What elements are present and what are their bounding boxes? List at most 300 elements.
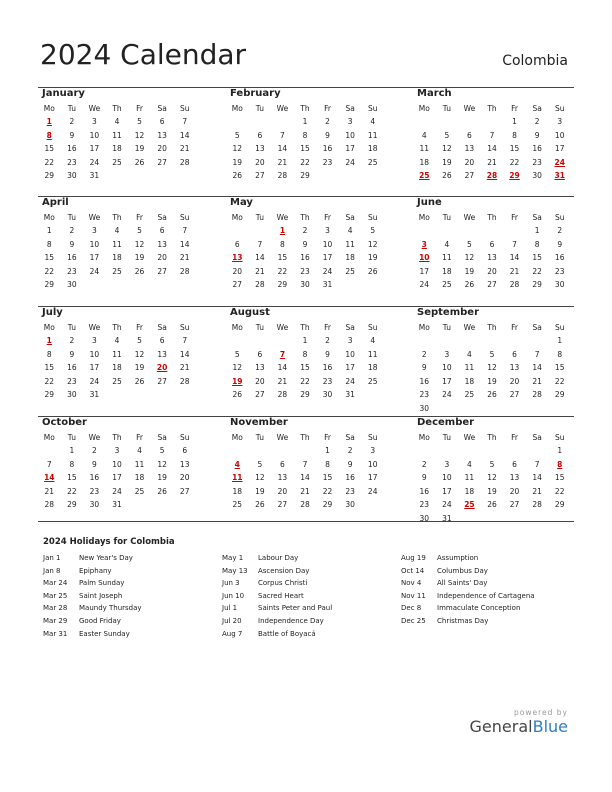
month-august <box>226 307 384 402</box>
day: 8 <box>46 239 52 249</box>
day: 22 <box>554 486 565 496</box>
month-name: May <box>230 197 253 208</box>
day: 10 <box>89 239 100 249</box>
day: 7 <box>182 336 188 345</box>
day: 20 <box>509 376 520 386</box>
day: 26 <box>487 390 497 399</box>
day: 8 <box>325 459 330 469</box>
holiday-date: May 1 <box>222 554 244 562</box>
weekday-header: Th <box>300 433 310 442</box>
weekday-header: Fr <box>136 323 143 332</box>
day: 15 <box>322 473 333 482</box>
day: 14 <box>255 253 265 262</box>
weekday-header: We <box>276 433 289 442</box>
weekday-header: We <box>463 433 476 442</box>
day: 4 <box>467 349 472 359</box>
day: 13 <box>255 363 265 372</box>
day: 15 <box>554 363 565 372</box>
day: 2 <box>325 336 330 345</box>
empty-day <box>271 115 294 129</box>
day: 8 <box>302 130 308 140</box>
day: 7 <box>512 239 517 249</box>
day: 27 <box>157 266 167 276</box>
day: 30 <box>89 500 100 509</box>
day: 29 <box>532 280 542 289</box>
weekday-header: Sa <box>532 433 542 442</box>
day: 13 <box>157 130 167 140</box>
holiday-day: 7 <box>279 349 286 359</box>
holiday-date: Jul 1 <box>222 604 238 613</box>
day: 1 <box>557 446 563 455</box>
day: 24 <box>419 280 430 289</box>
day: 24 <box>345 157 355 167</box>
holiday-date: Mar 24 <box>43 579 68 588</box>
day: 27 <box>179 486 190 496</box>
day: 9 <box>325 349 330 359</box>
day: 23 <box>322 157 333 167</box>
empty-day <box>413 224 436 238</box>
day: 31 <box>89 171 100 180</box>
day: 27 <box>157 376 167 386</box>
empty-day <box>413 115 436 129</box>
day: 3 <box>92 117 97 126</box>
month-days-grid <box>38 103 196 183</box>
day: 18 <box>367 363 378 372</box>
day: 29 <box>300 171 310 180</box>
day: 23 <box>419 500 430 509</box>
holiday-name: Independence Day <box>258 616 324 625</box>
day: 4 <box>370 336 376 345</box>
day: 16 <box>300 253 310 262</box>
month-days-grid <box>38 212 196 292</box>
day: 4 <box>444 239 450 249</box>
day: 7 <box>302 459 308 469</box>
day: 11 <box>367 349 378 359</box>
day: 13 <box>157 239 167 249</box>
day: 29 <box>44 390 55 399</box>
day: 17 <box>89 144 100 153</box>
day: 4 <box>370 117 376 126</box>
day: 7 <box>534 349 540 359</box>
day: 8 <box>534 239 540 249</box>
weekday-header: Mo <box>231 323 243 332</box>
day: 17 <box>112 473 122 482</box>
weekday-header: We <box>88 433 101 442</box>
empty-day <box>413 334 436 348</box>
holiday-item <box>43 565 142 578</box>
day: 7 <box>182 226 188 235</box>
empty-day <box>481 115 504 129</box>
weekday-header: Mo <box>418 104 430 113</box>
day: 13 <box>277 473 288 482</box>
day: 27 <box>232 280 243 289</box>
day: 26 <box>134 376 145 386</box>
holiday-item <box>222 577 332 590</box>
day: 25 <box>345 266 355 276</box>
weekday-header: Su <box>179 433 190 442</box>
weekday-header: We <box>276 104 289 113</box>
weekday-header: We <box>276 213 289 222</box>
day: 11 <box>464 473 475 482</box>
day: 29 <box>67 500 77 509</box>
day: 25 <box>134 486 145 496</box>
day: 7 <box>534 459 540 469</box>
day: 17 <box>89 363 100 372</box>
empty-day <box>526 334 549 348</box>
day: 28 <box>532 390 542 399</box>
day: 22 <box>554 376 565 386</box>
weekday-header: Mo <box>418 433 430 442</box>
day: 8 <box>46 349 52 359</box>
day: 21 <box>532 486 542 496</box>
day: 1 <box>302 117 308 126</box>
month-days-grid <box>413 322 571 415</box>
day: 31 <box>345 390 355 399</box>
day: 14 <box>277 363 288 372</box>
weekday-header: Mo <box>231 433 243 442</box>
weekday-header: Su <box>554 433 565 442</box>
month-name: June <box>417 197 442 208</box>
holiday-item <box>401 590 535 603</box>
month-may <box>226 197 384 292</box>
day: 28 <box>277 390 288 399</box>
day: 27 <box>255 390 265 399</box>
holiday-date: Mar 29 <box>43 616 68 625</box>
day: 17 <box>345 144 355 153</box>
month-name: October <box>42 417 87 428</box>
day: 31 <box>89 390 100 399</box>
holiday-date: Aug 19 <box>401 554 426 562</box>
day: 14 <box>487 144 497 153</box>
holiday-item <box>401 565 535 578</box>
day: 23 <box>532 157 542 167</box>
day: 5 <box>370 226 376 235</box>
day: 12 <box>464 253 475 262</box>
day: 3 <box>444 459 450 469</box>
day: 30 <box>300 280 310 289</box>
day: 5 <box>444 130 450 140</box>
weekday-header: Fr <box>511 323 518 332</box>
day: 13 <box>487 253 497 262</box>
day: 13 <box>255 144 265 153</box>
weekday-header: Tu <box>255 213 264 222</box>
day: 20 <box>157 253 167 262</box>
day: 31 <box>112 500 122 509</box>
weekday-header: Sa <box>532 213 542 222</box>
day: 7 <box>257 239 263 249</box>
holiday-item <box>43 552 142 565</box>
day: 5 <box>489 349 495 359</box>
day: 9 <box>69 239 75 249</box>
weekday-header: Tu <box>67 323 76 332</box>
holiday-item <box>43 577 142 590</box>
month-days-grid <box>38 322 196 402</box>
weekday-header: Th <box>300 213 310 222</box>
day: 12 <box>367 239 378 249</box>
day: 6 <box>257 349 263 359</box>
empty-day <box>503 334 526 348</box>
day: 19 <box>134 253 145 262</box>
holiday-name: Palm Sunday <box>79 579 125 588</box>
day: 6 <box>159 117 165 126</box>
weekday-header: Sa <box>345 213 355 222</box>
day: 10 <box>89 349 100 359</box>
holiday-name: Christmas Day <box>437 616 489 625</box>
day: 11 <box>112 349 122 359</box>
day: 12 <box>487 473 497 482</box>
day: 11 <box>442 253 452 262</box>
weekday-header: Fr <box>324 104 331 113</box>
day: 24 <box>322 266 333 276</box>
day: 18 <box>442 266 452 276</box>
month-november <box>226 417 384 512</box>
weekday-header: Su <box>367 104 378 113</box>
weekday-header: Fr <box>324 323 331 332</box>
holiday-name: Corpus Christi <box>258 579 308 588</box>
holiday-item <box>222 590 332 603</box>
day: 6 <box>257 130 263 140</box>
holiday-name: Labour Day <box>258 554 299 562</box>
day: 8 <box>302 349 308 359</box>
weekday-header: Mo <box>231 213 243 222</box>
day: 1 <box>302 336 308 345</box>
day: 25 <box>367 376 378 386</box>
day: 27 <box>255 171 265 180</box>
holiday-day: 11 <box>232 473 243 482</box>
day: 12 <box>134 239 145 249</box>
day: 15 <box>300 363 310 372</box>
day: 4 <box>467 459 472 469</box>
holiday-day: 1 <box>46 336 52 345</box>
holiday-day: 4 <box>234 459 240 469</box>
month-name: September <box>417 307 479 318</box>
month-name: August <box>230 307 270 318</box>
day: 6 <box>159 226 165 235</box>
holiday-date: Jul 20 <box>222 616 242 625</box>
month-days-grid <box>226 322 384 402</box>
day: 18 <box>345 253 355 262</box>
month-name: February <box>230 88 281 99</box>
day: 19 <box>232 157 243 167</box>
month-days-grid <box>226 103 384 183</box>
day: 17 <box>442 486 452 496</box>
day: 6 <box>234 239 240 249</box>
day: 14 <box>179 239 190 249</box>
weekday-header: Su <box>554 104 565 113</box>
month-name: January <box>42 88 85 99</box>
weekday-header: Fr <box>136 433 143 442</box>
empty-day <box>481 444 504 458</box>
day: 9 <box>302 239 308 249</box>
day: 26 <box>157 486 167 496</box>
holiday-name: Maundy Thursday <box>79 604 142 613</box>
day: 12 <box>134 130 145 140</box>
day: 15 <box>44 363 55 372</box>
holiday-day: 25 <box>419 171 430 180</box>
powered-by-text: powered by <box>514 708 568 717</box>
weekday-header: Fr <box>511 213 518 222</box>
day: 26 <box>367 266 378 276</box>
day: 9 <box>92 459 97 469</box>
day: 13 <box>509 473 520 482</box>
day: 26 <box>134 266 145 276</box>
day: 29 <box>44 171 55 180</box>
holiday-date: Dec 8 <box>401 604 422 613</box>
month-days-grid <box>38 432 196 512</box>
weekday-header: Su <box>179 323 190 332</box>
day: 27 <box>157 157 167 167</box>
month-march <box>413 88 571 183</box>
day: 15 <box>277 253 288 262</box>
holiday-day: 20 <box>156 363 168 372</box>
day: 21 <box>487 157 497 167</box>
empty-day <box>294 444 317 458</box>
weekday-header: Th <box>300 323 310 332</box>
holiday-name: Epiphany <box>79 566 112 575</box>
day: 11 <box>345 239 355 249</box>
day: 29 <box>277 280 288 289</box>
empty-day <box>38 444 61 458</box>
day: 15 <box>44 144 55 153</box>
day: 6 <box>512 459 517 469</box>
month-days-grid <box>413 212 571 292</box>
day: 2 <box>302 226 308 235</box>
day: 23 <box>89 486 100 496</box>
day: 3 <box>92 226 97 235</box>
weekday-header: Mo <box>43 433 55 442</box>
day: 31 <box>442 513 452 523</box>
day: 14 <box>300 473 310 482</box>
day: 22 <box>322 486 333 496</box>
holidays-heading: 2024 Holidays for Colombia <box>43 537 175 547</box>
day: 16 <box>419 376 430 386</box>
holiday-item <box>401 577 535 590</box>
empty-day <box>271 444 294 458</box>
weekday-header: We <box>88 104 101 113</box>
holiday-item <box>222 615 332 628</box>
holiday-name: Sacred Heart <box>258 591 304 600</box>
holiday-date: Mar 28 <box>43 604 68 613</box>
day: 3 <box>444 349 450 359</box>
weekday-header: Tu <box>442 323 451 332</box>
day: 18 <box>464 376 475 386</box>
day: 20 <box>232 266 243 276</box>
holiday-item <box>222 565 332 578</box>
weekday-header: Fr <box>511 433 518 442</box>
day: 15 <box>532 253 542 262</box>
holiday-item <box>43 615 142 628</box>
weekday-header: Th <box>487 433 497 442</box>
weekday-header: We <box>463 104 476 113</box>
day: 1 <box>325 446 330 455</box>
day: 21 <box>179 144 190 153</box>
day: 28 <box>532 500 542 509</box>
day: 12 <box>232 144 243 153</box>
day: 19 <box>255 486 265 496</box>
day: 3 <box>347 336 353 345</box>
day: 9 <box>421 363 427 372</box>
day: 6 <box>489 239 495 249</box>
day: 20 <box>255 376 265 386</box>
day: 31 <box>322 280 333 289</box>
weekday-header: Tu <box>255 433 264 442</box>
day: 2 <box>92 446 97 455</box>
weekday-header: Mo <box>43 213 55 222</box>
day: 13 <box>509 363 520 372</box>
holiday-item <box>43 628 142 641</box>
weekday-header: We <box>463 323 476 332</box>
day: 10 <box>345 130 355 140</box>
weekday-header: Sa <box>157 213 167 222</box>
holiday-name: Columbus Day <box>437 566 488 575</box>
day: 12 <box>255 473 265 482</box>
holiday-name: All Saints' Day <box>437 579 488 588</box>
month-name: July <box>42 307 63 318</box>
day: 16 <box>67 253 77 262</box>
holiday-date: May 13 <box>222 566 248 575</box>
empty-day <box>458 115 481 129</box>
weekday-header: Th <box>487 323 497 332</box>
day: 19 <box>134 363 145 372</box>
weekday-header: Sa <box>345 323 355 332</box>
holiday-column <box>401 552 535 628</box>
day: 15 <box>300 144 310 153</box>
day: 7 <box>182 117 188 126</box>
day: 10 <box>367 459 378 469</box>
day: 16 <box>322 363 333 372</box>
day: 16 <box>89 473 100 482</box>
day: 30 <box>532 171 542 180</box>
holiday-day: 28 <box>486 171 498 180</box>
brand-logo[interactable] <box>470 708 568 736</box>
day: 23 <box>322 376 333 386</box>
day: 4 <box>421 130 427 140</box>
day: 29 <box>322 500 333 509</box>
weekday-header: Su <box>367 433 378 442</box>
holiday-name: Easter Sunday <box>79 629 130 638</box>
day: 9 <box>69 130 75 140</box>
brand-name <box>470 717 568 736</box>
holiday-name: Assumption <box>437 554 479 562</box>
day: 8 <box>69 459 75 469</box>
day: 29 <box>300 390 310 399</box>
empty-day <box>436 444 459 458</box>
day: 13 <box>179 459 190 469</box>
day: 24 <box>112 486 122 496</box>
day: 25 <box>464 390 475 399</box>
holiday-date: Jun 3 <box>222 579 240 588</box>
weekday-header: Th <box>487 104 497 113</box>
holiday-item <box>401 552 535 565</box>
month-name: April <box>42 197 69 208</box>
empty-day <box>503 224 526 238</box>
day: 23 <box>67 157 77 167</box>
day: 5 <box>234 130 240 140</box>
day: 11 <box>134 459 145 469</box>
holiday-column <box>43 552 142 640</box>
empty-day <box>436 115 459 129</box>
day: 18 <box>112 144 122 153</box>
day: 12 <box>134 349 145 359</box>
empty-day <box>226 224 249 238</box>
empty-day <box>249 115 272 129</box>
day: 21 <box>255 266 265 276</box>
day: 9 <box>69 349 75 359</box>
holiday-date: Nov 11 <box>401 591 426 600</box>
day: 14 <box>532 363 542 372</box>
day: 24 <box>367 486 378 496</box>
day: 17 <box>442 376 452 386</box>
